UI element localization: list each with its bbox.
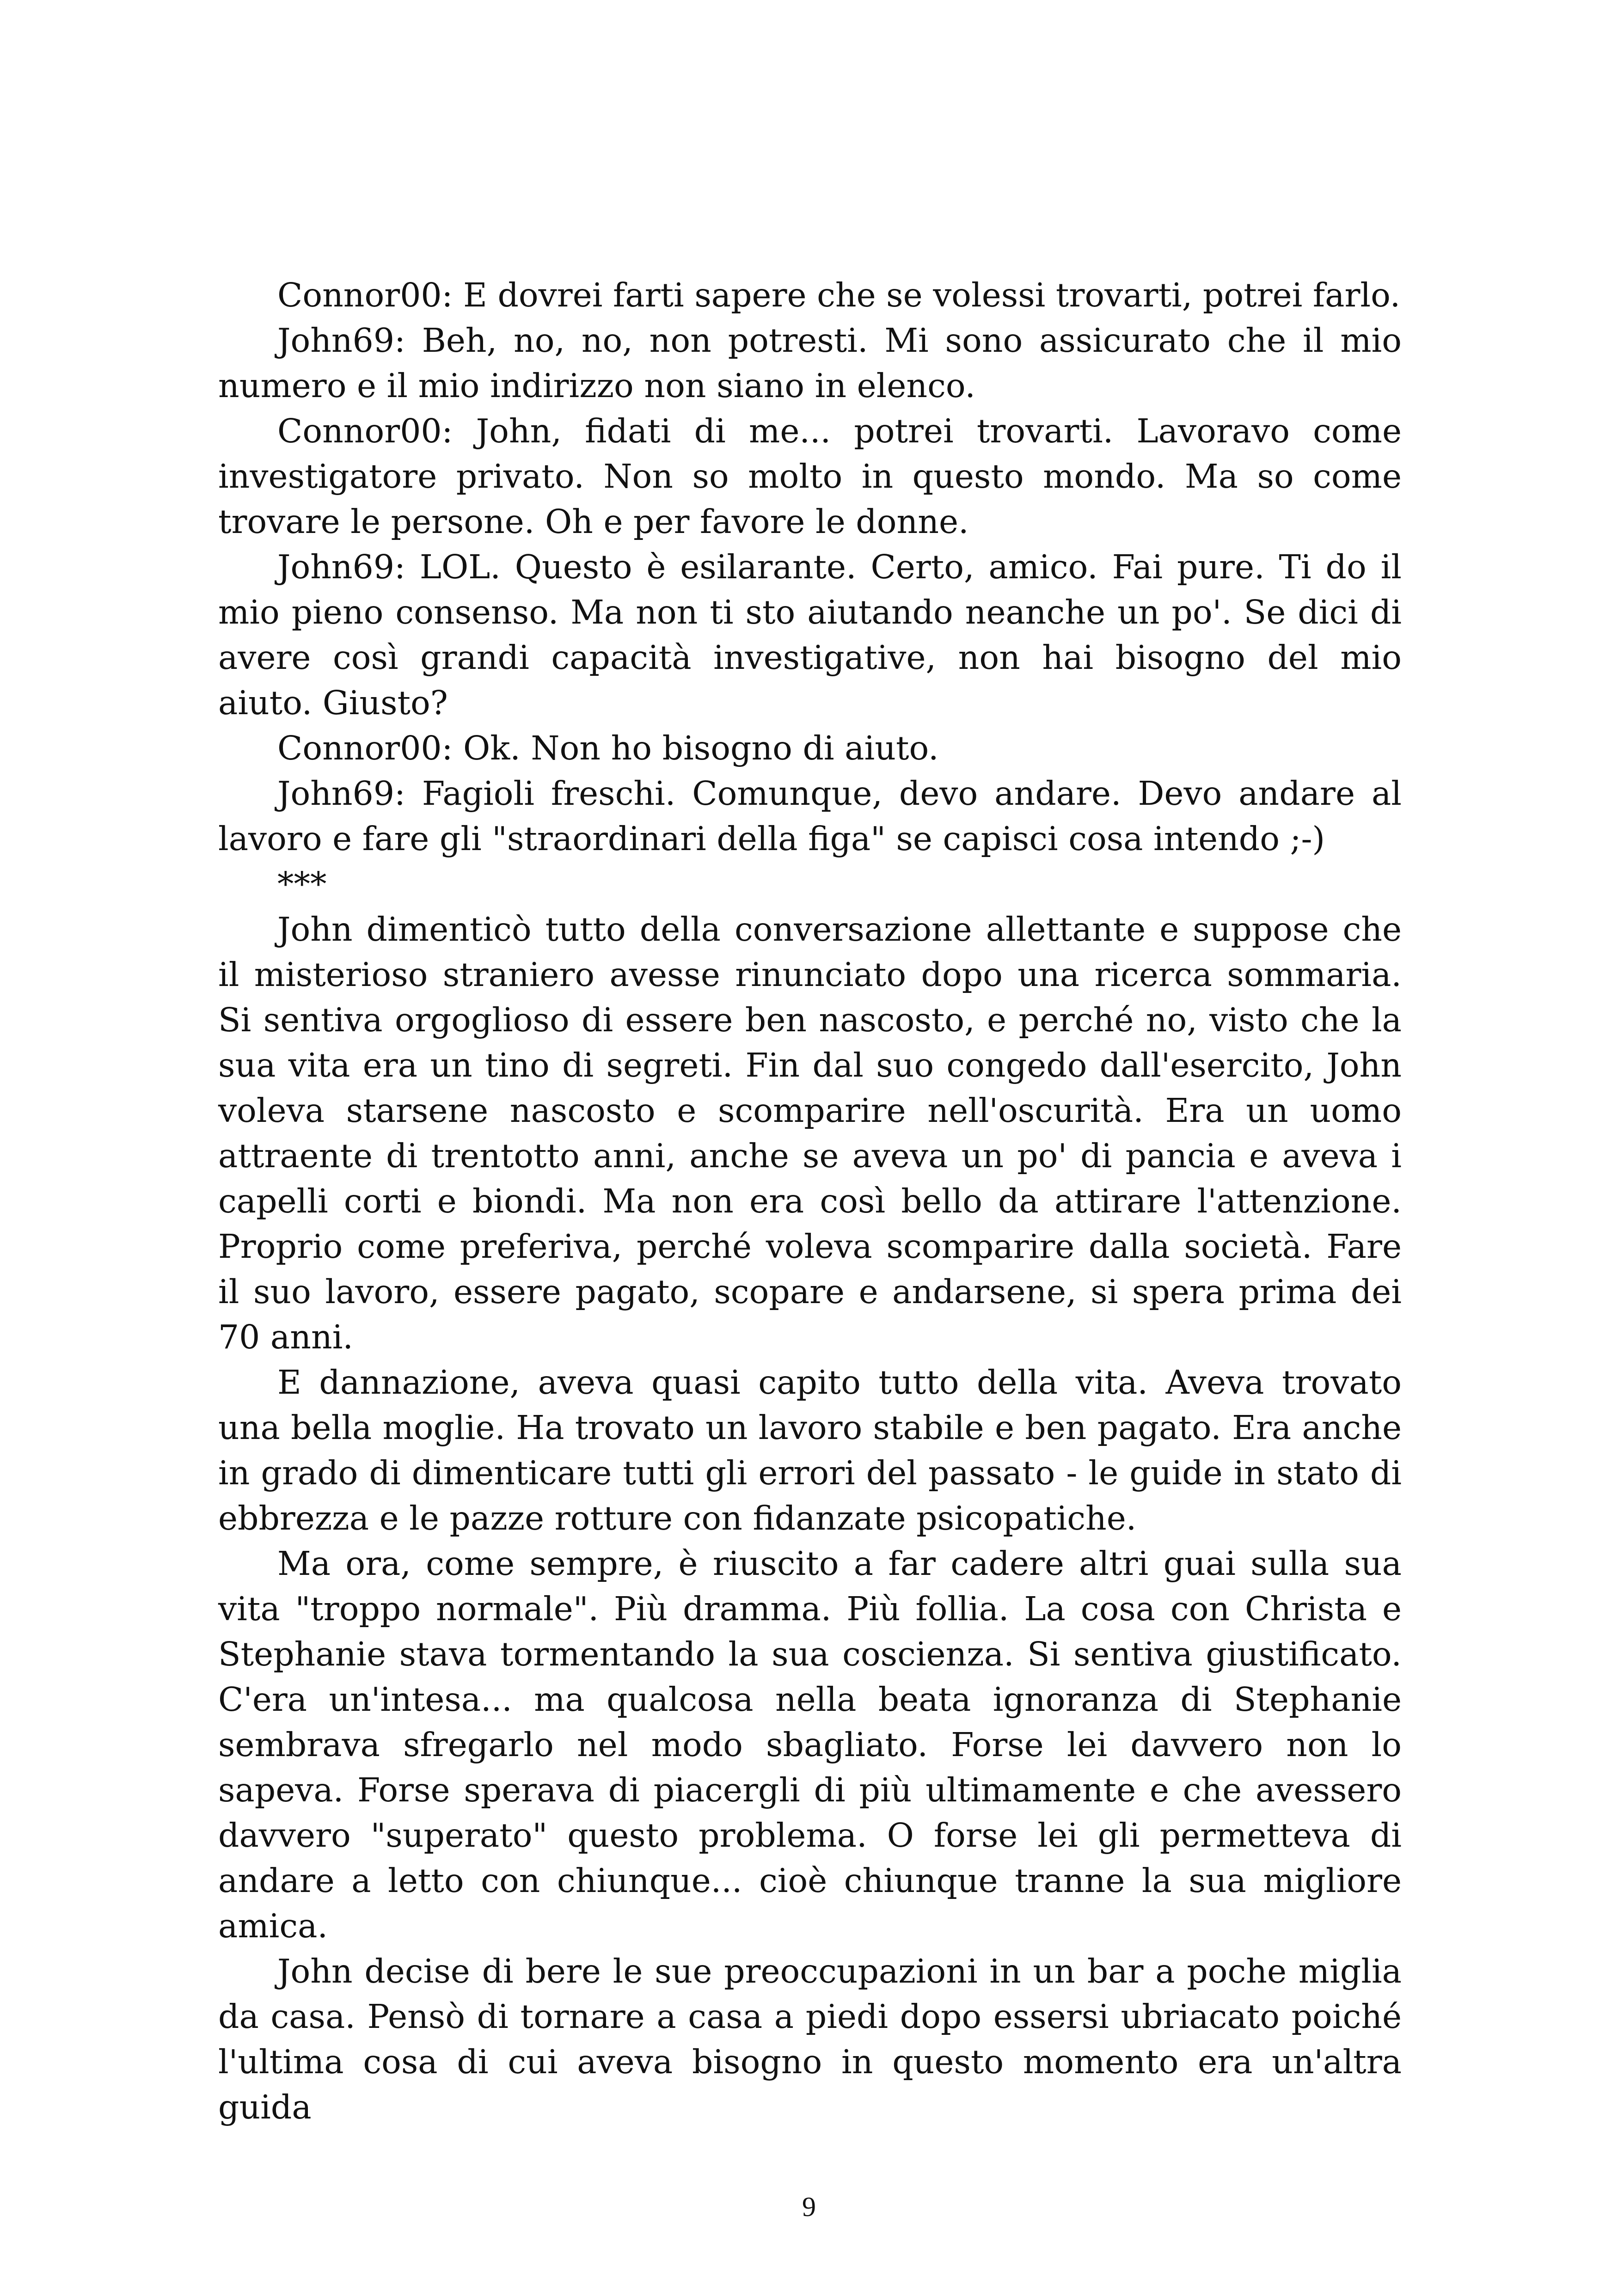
paragraph: Connor00: E dovrei farti sapere che se volessi trovarti, potrei farlo. — [277, 276, 1401, 314]
paragraph: E dannazione, aveva quasi capito tutto della vita. Aveva trovato una bella moglie. Ha trovato un lavoro stabile e ben pagato. Era anche in grado di dimenticare tutti gli errori del passato - le guide in stato di ebbrezza e le pazze rotture con fidanzate psicopatiche. — [218, 1363, 1402, 1537]
paragraph: John dimenticò tutto della conversazione allettante e suppose che il misterioso straniero avesse rinunciato dopo una ricerca sommaria. Si sentiva orgoglioso di essere ben nascosto, e perché no, visto che la sua vita era un tino di segreti. Fin dal suo congedo dall'esercito, John voleva starsene nascosto e scomparire nell'oscurità. Era un uomo attraente di trentotto anni, anche se aveva un po' di pancia e aveva i capelli corti e biondi. Ma non era così bello da attirare l'attenzione. Proprio come preferiva, perché voleva scomparire dalla società. Fare il suo lavoro, essere pagato, scopare e andarsene, si spera prima dei 70 anni. — [218, 910, 1402, 1356]
paragraph: John decise di bere le sue preoccupazioni in un bar a poche miglia da casa. Pensò di tornare a casa a piedi dopo essersi ubriacato poiché l'ultima cosa di cui aveva bisogno in questo momento era un'altra guida — [218, 1952, 1402, 2126]
body-text — [218, 273, 1402, 2130]
paragraph: Connor00: Ok. Non ho bisogno di aiuto. — [277, 729, 939, 767]
paragraph: John69: Beh, no, no, non potresti. Mi sono assicurato che il mio numero e il mio indirizzo non siano in elenco. — [218, 321, 1402, 405]
paragraph: John69: LOL. Questo è esilarante. Certo, amico. Fai pure. Ti do il mio pieno consenso. Ma non ti sto aiutando neanche un po'. Se dici di avere così grandi capacità investigative, non hai bisogno del mio aiuto. Giusto? — [218, 548, 1402, 722]
scene-break: *** — [277, 865, 327, 903]
page-number: 9 — [802, 2192, 816, 2222]
paragraph: Connor00: John, fidati di me... potrei trovarti. Lavoravo come investigatore privato. Non so molto in questo mondo. Ma so come trovare le persone. Oh e per favore le donne. — [218, 412, 1402, 541]
paragraph: Ma ora, come sempre, è riuscito a far cadere altri guai sulla sua vita "troppo normale". Più dramma. Più follia. La cosa con Christa e Stephanie stava tormentando la sua coscienza. Si sentiva giustificato. C'era un'intesa... ma qualcosa nella beata ignoranza di Stephanie sembrava sfregarlo nel modo sbagliato. Forse lei davvero non lo sapeva. Forse sperava di piacergli di più ultimamente e che avessero davvero "superato" questo problema. O forse lei gli permetteva di andare a letto con chiunque... cioè chiunque tranne la sua migliore amica. — [218, 1544, 1402, 1945]
paragraph: John69: Fagioli freschi. Comunque, devo andare. Devo andare al lavoro e fare gli "straordinari della figa" se capisci cosa intendo ;-) — [218, 774, 1402, 858]
